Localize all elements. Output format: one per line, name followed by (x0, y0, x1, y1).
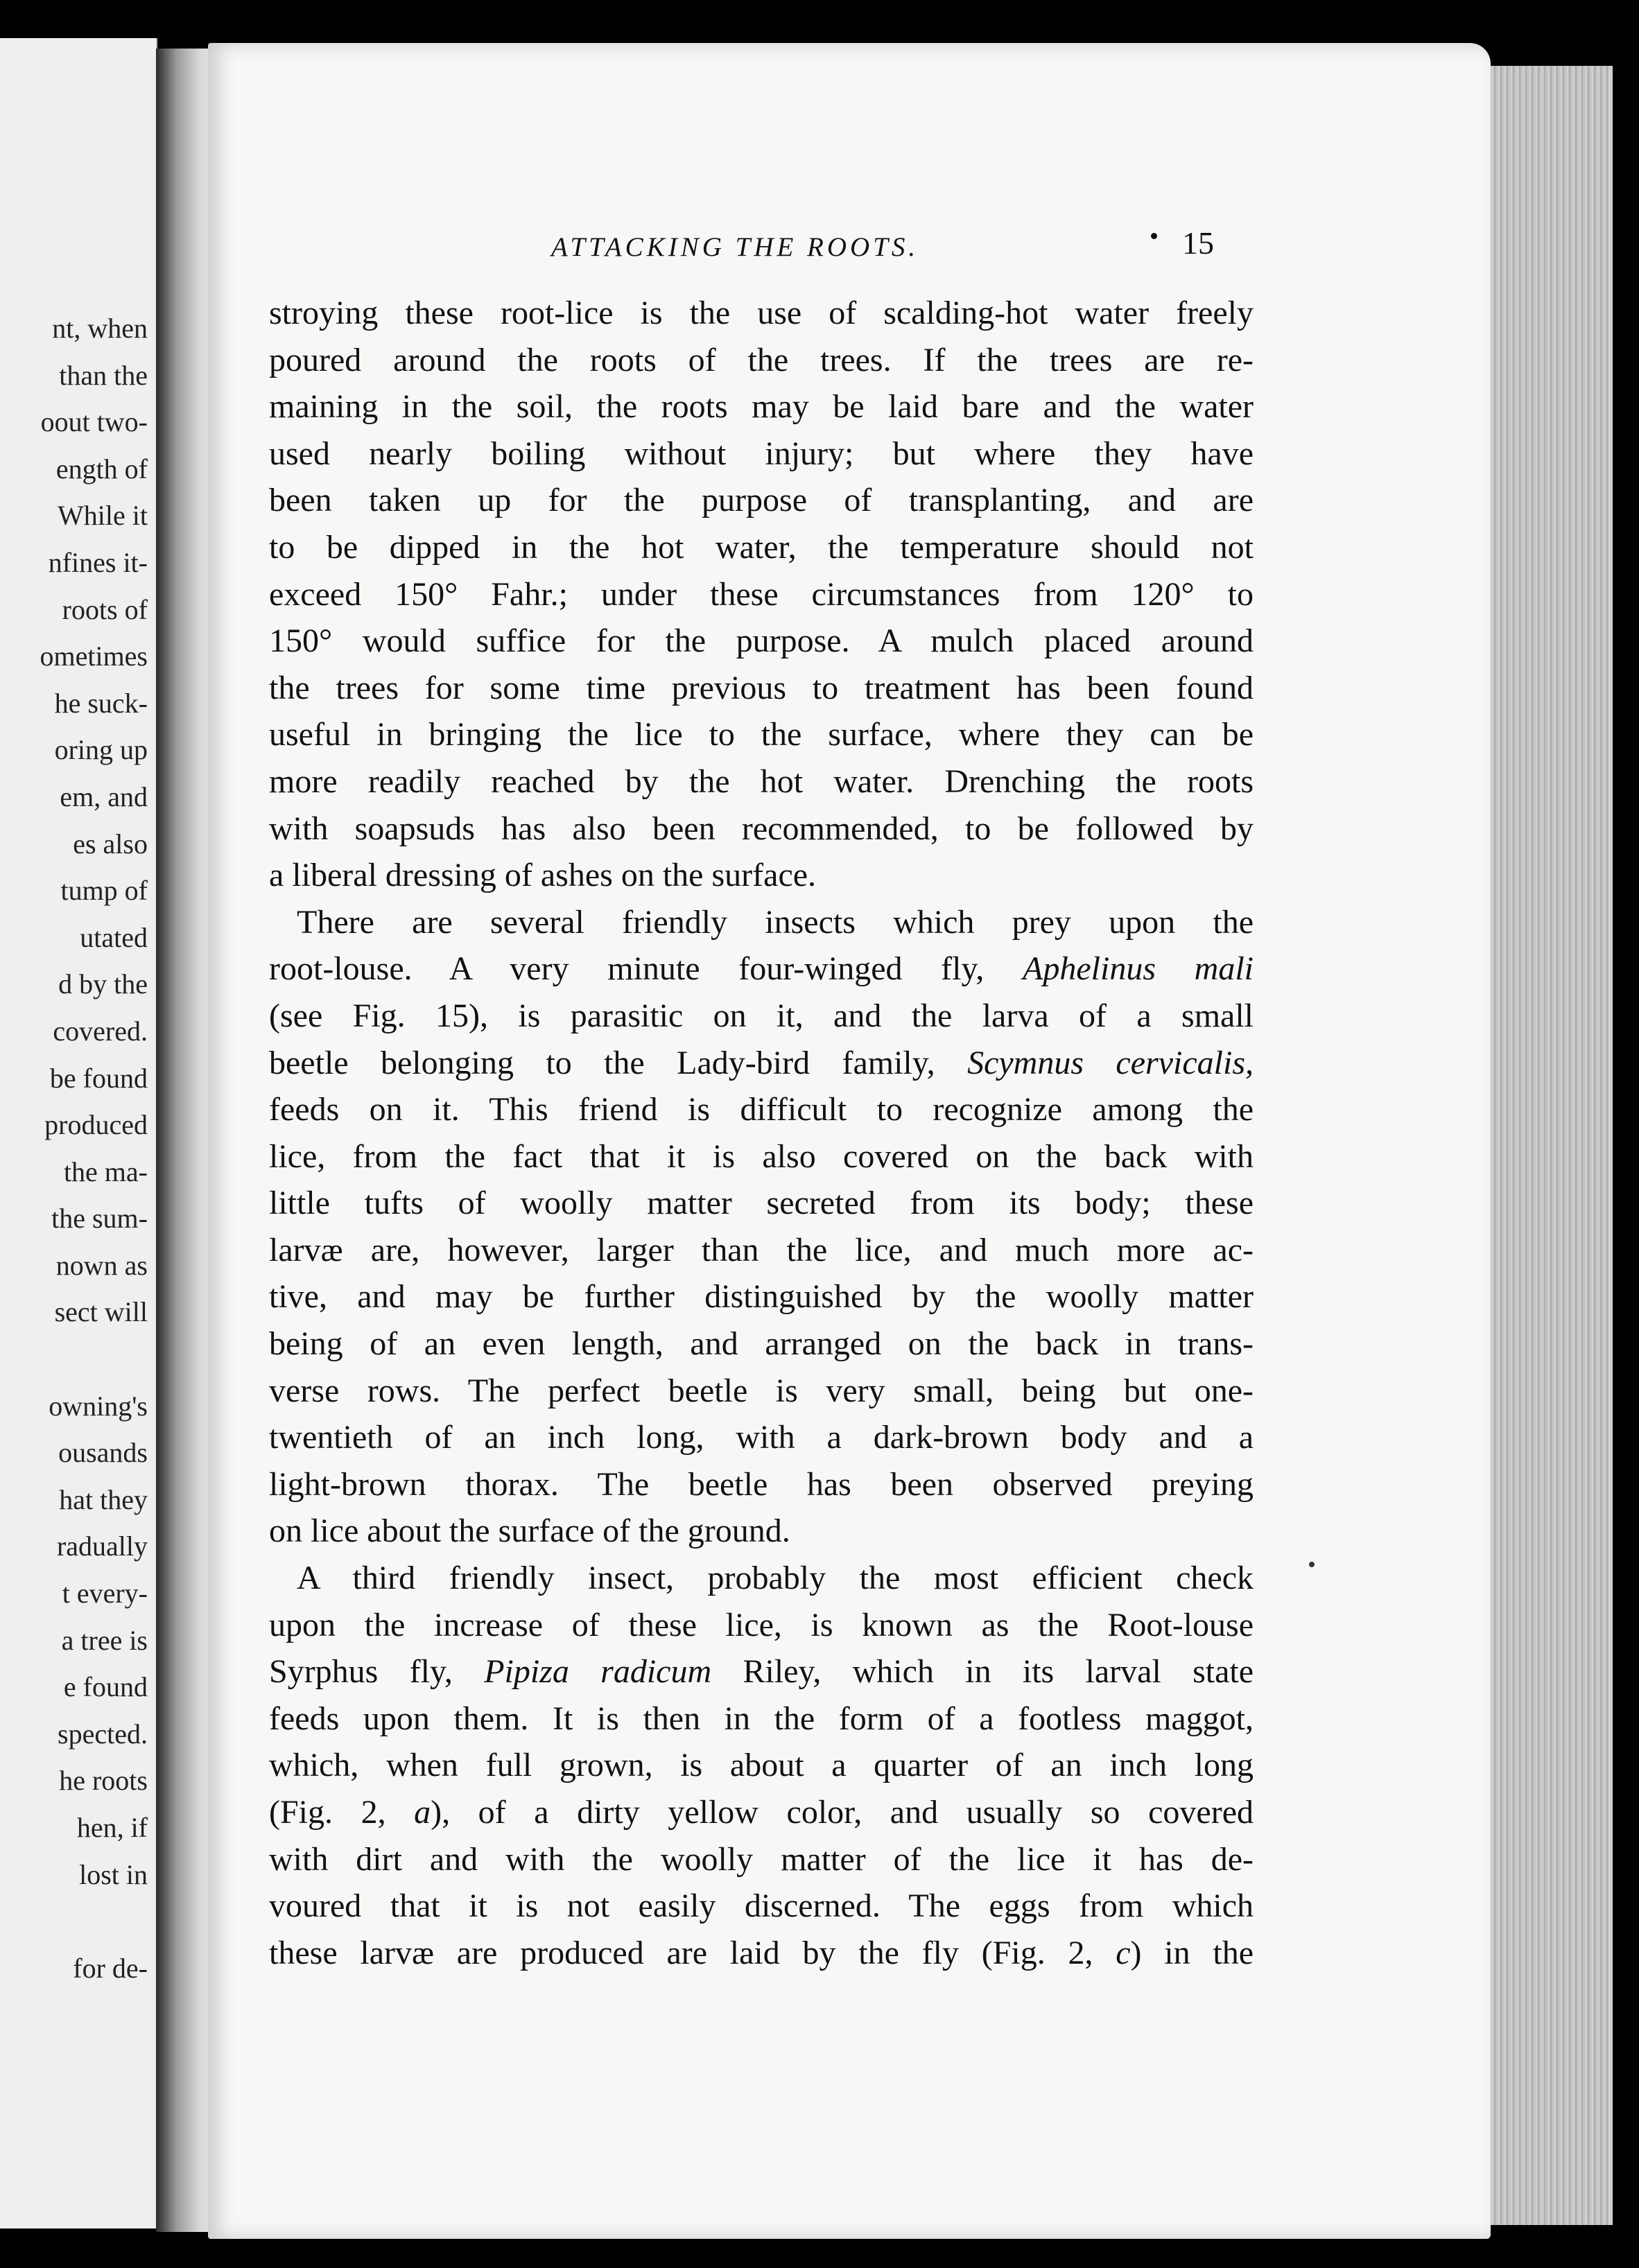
text-line: A third friendly insect, probably the most efficient check (297, 1560, 1254, 1597)
figure-ref-italic: a (414, 1794, 431, 1831)
left-page-fragment: nt, when (52, 313, 148, 344)
left-page-fragment: ength of (55, 453, 148, 485)
text-run: beetle belonging to the Lady-bird family, (269, 1044, 935, 1081)
left-page-text-fragments (2, 305, 148, 1991)
page-body-text (269, 290, 1254, 1976)
text-line (269, 1648, 1254, 1695)
text-run: Riley, which in its larval state (743, 1653, 1254, 1691)
text-line (269, 945, 1254, 993)
left-page-fragment: lost in (79, 1858, 148, 1890)
left-page-fragment: be found (49, 1062, 148, 1094)
text-line: twentieth of an inch long, with a dark-brown body and a (269, 1419, 1254, 1456)
figure-ref-italic: c (1116, 1934, 1131, 1971)
text-line: used nearly boiling without injury; but where they have (269, 435, 1254, 472)
text-line: feeds upon them. It is then in the form of a footless maggot, (269, 1700, 1254, 1737)
text-line: more readily reached by the hot water. Drenching the roots (269, 762, 1254, 800)
text-line: verse rows. The perfect beetle is very small, being but one- (269, 1372, 1254, 1409)
left-page-fragment: e found (63, 1671, 148, 1703)
left-page-fragment: the ma- (63, 1155, 148, 1187)
text-line: maining in the soil, the roots may be laid bare and the water (269, 388, 1254, 426)
left-page-fragment: nown as (55, 1249, 148, 1281)
text-line: on lice about the surface of the ground. (269, 1512, 790, 1550)
page-edges (1491, 66, 1613, 2225)
species-name-italic: Pipiza radicum (484, 1653, 712, 1691)
left-page-fragment: a tree is (61, 1624, 148, 1656)
text-line: larvæ are, however, larger than the lice, and much more ac- (269, 1231, 1254, 1268)
text-line: 150° would suffice for the purpose. A mulch placed around (269, 622, 1254, 660)
text-line: to be dipped in the hot water, the temperature should not (269, 528, 1254, 566)
text-line: tive, and may be further distinguished by the woolly matter (269, 1278, 1254, 1316)
left-page-fragment: es also (73, 828, 148, 860)
left-page-fragment: spected. (58, 1718, 148, 1750)
text-line: feeds on it. This friend is difficult to recognize among the (269, 1091, 1254, 1128)
text-run: Syrphus fly, (269, 1653, 453, 1691)
left-page-fragment: roots of (62, 593, 148, 625)
left-page-fragment: ometimes (40, 640, 148, 672)
left-page-fragment: owning's (49, 1390, 148, 1422)
text-line: (see Fig. 15), is parasitic on it, and the larva of a small (269, 997, 1254, 1034)
text-line: There are several friendly insects which prey upon the (297, 903, 1254, 941)
left-page-fragment: radually (56, 1530, 148, 1562)
text-line: the trees for some time previous to treatment has been found (269, 669, 1254, 706)
left-page-fragment: While it (58, 500, 148, 532)
left-page-fragment (2, 1898, 148, 1945)
left-page-fragment: covered. (53, 1015, 148, 1047)
left-page-fragment: nfines it- (48, 546, 148, 578)
text-line: with dirt and with the woolly matter of the lice it has de- (269, 1840, 1254, 1878)
text-run: ) in the (1130, 1934, 1254, 1971)
left-page-fragment: hat they (59, 1483, 148, 1515)
left-page-fragment: hen, if (76, 1812, 148, 1843)
text-run: root-louse. A very minute four-winged fly, (269, 950, 985, 988)
left-page-fragment: d by the (58, 968, 148, 1000)
text-line (269, 1040, 1254, 1087)
text-line: exceed 150° Fahr.; under these circumstances from 120° to (269, 575, 1254, 613)
header-dot-mark (1151, 233, 1157, 239)
text-line: voured that it is not easily discerned. The eggs from which (269, 1887, 1254, 1925)
species-name-italic: Aphelinus mali (1023, 950, 1254, 988)
left-page-fragment: he roots (59, 1765, 148, 1797)
text-line: a liberal dressing of ashes on the surface. (269, 857, 817, 894)
left-page-fragment (2, 1336, 148, 1383)
text-line: useful in bringing the lice to the surface, where they can be (269, 716, 1254, 753)
page-speck-mark (1309, 1562, 1315, 1567)
left-page-fragment: tump of (60, 875, 148, 907)
left-page-fragment: the sum- (51, 1203, 148, 1235)
left-page-fragment: produced (44, 1109, 148, 1141)
left-page-fragment: sect will (54, 1296, 148, 1328)
text-run: (Fig. 2, (269, 1794, 386, 1831)
text-line (269, 1789, 1254, 1836)
left-page-fragment: t every- (62, 1578, 148, 1610)
facing-left-page (0, 38, 157, 2228)
text-line: which, when full grown, is about a quarter of an inch long (269, 1747, 1254, 1784)
species-name-italic: Scymnus cervicalis, (967, 1044, 1254, 1081)
left-page-fragment: than the (59, 359, 148, 391)
text-run: these larvæ are produced are laid by the fly (Fig. 2, (269, 1934, 1093, 1971)
text-line: lice, from the fact that it is also covered on the back with (269, 1137, 1254, 1175)
text-line: light-brown thorax. The beetle has been observed preying (269, 1465, 1254, 1503)
left-page-fragment: em, and (60, 780, 148, 812)
text-line: being of an even length, and arranged on the back in trans- (269, 1325, 1254, 1363)
text-line: little tufts of woolly matter secreted from its body; these (269, 1185, 1254, 1222)
running-head: ATTACKING THE ROOTS. (551, 232, 919, 262)
text-line: upon the increase of these lice, is known as the Root-louse (269, 1606, 1254, 1643)
left-page-fragment: for de- (73, 1952, 148, 1984)
text-line: poured around the roots of the trees. If the trees are re- (269, 341, 1254, 378)
left-page-fragment: ousands (58, 1437, 148, 1469)
text-line: stroying these root-lice is the use of scalding-hot water freely (269, 295, 1254, 331)
text-run: ), of a dirty yellow color, and usually so covered (431, 1794, 1254, 1831)
left-page-fragment: utated (80, 921, 148, 953)
left-page-fragment: oring up (54, 734, 148, 766)
left-page-fragment: oout two- (40, 406, 148, 438)
text-line: with soapsuds has also been recommended, to be followed by (269, 810, 1254, 847)
page-number: 15 (1182, 225, 1214, 261)
text-line: been taken up for the purpose of transplanting, and are (269, 482, 1254, 519)
text-line (269, 1930, 1254, 1977)
left-page-fragment: he suck- (54, 687, 148, 719)
